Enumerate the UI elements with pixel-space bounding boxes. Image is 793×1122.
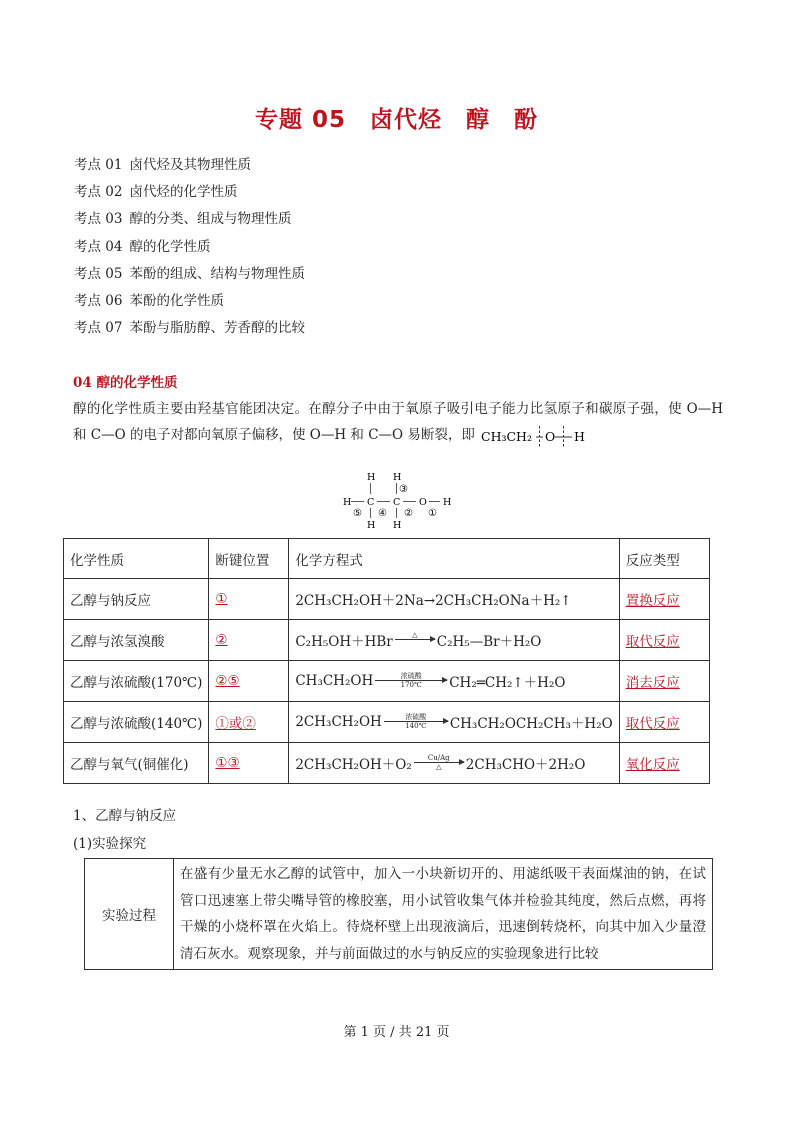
experiment-label: 实验过程 xyxy=(85,859,174,970)
arrow-condition-top: △ xyxy=(412,630,418,639)
table-row xyxy=(64,620,710,661)
topic-number: 考点 02 xyxy=(74,184,123,201)
bond-position: ② xyxy=(215,632,228,648)
table-row xyxy=(64,661,710,702)
topic-number: 考点 07 xyxy=(74,320,123,337)
reaction-arrow xyxy=(375,672,447,689)
atom-c: C xyxy=(393,497,401,508)
property-cell: 乙醇与浓氢溴酸 xyxy=(64,620,209,661)
property-cell: 乙醇与钠反应 xyxy=(64,579,209,620)
bond-mark-5: ⑤ xyxy=(353,508,362,519)
equation-reactants: CH₃CH₂OH xyxy=(295,673,374,689)
topic-number: 考点 01 xyxy=(74,157,123,173)
reaction-type: 取代反应 xyxy=(625,634,680,650)
page-footer: 第 1 页 / 共 21 页 xyxy=(343,1025,450,1040)
table-row xyxy=(64,579,710,620)
topic-item xyxy=(74,261,305,288)
topic-item xyxy=(74,234,305,261)
topic-number: 考点 04 xyxy=(74,238,123,255)
topic-item xyxy=(74,152,305,179)
header-cell: 化学方程式 xyxy=(289,539,619,579)
property-cell: 乙醇与氧气(铜催化) xyxy=(64,743,209,784)
equation-reactants: 2CH₃CH₂OH xyxy=(295,714,382,730)
bond-mark-3: ③ xyxy=(399,484,408,495)
topic-text: 卤代烃的化学性质 xyxy=(129,184,238,201)
topic-item xyxy=(74,315,305,342)
bond-position: ①③ xyxy=(215,755,240,771)
bond-mark-4: ④ xyxy=(378,508,387,519)
topic-item xyxy=(74,179,305,206)
arrow-condition-bottom: 170℃ xyxy=(400,680,422,689)
topic-list xyxy=(74,152,305,342)
header-cell: 反应类型 xyxy=(619,539,709,579)
reaction-arrow xyxy=(414,754,464,771)
ch3ch2-label: CH₃CH₂ xyxy=(481,428,533,444)
atom-h: H xyxy=(393,520,402,530)
topic-text: 苯酚的组成、结构与物理性质 xyxy=(129,265,305,282)
equation-cell xyxy=(289,702,619,743)
intro-text: 醇的化学性质主要由羟基官能团决定。在醇分子中由于氧原子吸引电子能力比氢原子和碳原子强，使 O—H 和 C—O 的电子对都向氧原子偏移，使 O—H 和 C—O 易断裂，即 xyxy=(73,401,723,443)
property-cell: 乙醇与浓硫酸(170℃) xyxy=(64,661,209,702)
bond-position: ②⑤ xyxy=(215,673,240,689)
topic-text: 醇的化学性质 xyxy=(129,238,211,255)
topic-text: 苯酚的化学性质 xyxy=(129,292,224,309)
atom-h: H xyxy=(393,472,402,483)
experiment-table xyxy=(84,858,713,970)
table-row xyxy=(64,702,710,743)
atom-c: C xyxy=(367,497,375,508)
reaction-type: 消去反应 xyxy=(625,675,680,691)
atom-h: H xyxy=(443,497,452,508)
experiment-text: 在盛有少量无水乙醇的试管中，加入一小块新切开的、用滤纸吸干表面煤油的钠，在试管口迅速塞上带尖嘴导管的橡胶塞，用小试管收集气体并检验其纯度，然后点燃，再将干燥的小烧杯罩在火焰上。待烧杯壁上出现液滴后，迅速倒转烧杯，向其中加入少量澄清石灰水。观察现象，并与前面做过的水与钠反应的实验现象进行比较 xyxy=(174,859,713,970)
table-row xyxy=(64,743,710,784)
header-cell: 断键位置 xyxy=(209,539,289,579)
topic-number: 考点 03 xyxy=(74,211,123,228)
equation-cell xyxy=(289,620,619,661)
equation-reactants: C₂H₅OH＋HBr xyxy=(295,634,393,650)
reaction-arrow xyxy=(395,631,435,648)
equation-text: 2CH₃CH₂OH＋2Na→2CH₃CH₂ONa＋H₂↑ xyxy=(295,593,572,609)
ethanol-structure-diagram xyxy=(336,466,466,530)
bond-mark-2: ② xyxy=(404,508,413,519)
equation-cell xyxy=(289,579,619,620)
reaction-arrow xyxy=(384,713,448,730)
atom-o: O xyxy=(419,497,427,508)
equation-products: C₂H₅—Br＋H₂O xyxy=(436,634,542,650)
subsection-title: 1、乙醇与钠反应 xyxy=(73,808,177,824)
topic-text: 醇的分类、组成与物理性质 xyxy=(129,211,292,228)
topic-item xyxy=(74,206,305,233)
oxygen-label: O xyxy=(545,428,556,444)
bond-position: ①或② xyxy=(215,716,256,732)
arrow-condition-top: Cu/Ag xyxy=(427,753,450,762)
equation-products: CH₃CH₂OCH₂CH₃＋H₂O xyxy=(449,716,613,732)
table-header-row xyxy=(64,539,710,579)
topic-text: 卤代烃及其物理性质 xyxy=(129,157,251,173)
bond-position: ① xyxy=(215,591,228,607)
ethanol-bond-fragment xyxy=(479,423,597,449)
hydrogen-label: H xyxy=(574,428,586,444)
equation-products: 2CH₃CHO＋2H₂O xyxy=(465,757,586,773)
arrow-condition-top: 浓硫酸 xyxy=(405,712,427,721)
reaction-type: 氧化反应 xyxy=(625,757,680,773)
arrow-condition-bottom: 140℃ xyxy=(405,721,427,730)
section-heading: 04 醇的化学性质 xyxy=(73,375,178,391)
table-row xyxy=(85,859,713,970)
atom-h: H xyxy=(343,497,352,508)
intro-paragraph xyxy=(73,396,723,449)
header-cell: 化学性质 xyxy=(64,539,209,579)
equation-cell xyxy=(289,743,619,784)
bond-mark-1: ① xyxy=(428,508,437,519)
ethanol-bond-diagram xyxy=(479,423,597,449)
atom-h: H xyxy=(367,472,376,483)
arrow-condition-top: 浓硫酸 xyxy=(400,671,422,680)
topic-number: 考点 06 xyxy=(74,292,123,309)
equation-reactants: 2CH₃CH₂OH＋O₂ xyxy=(295,757,412,773)
arrow-condition-bottom: △ xyxy=(436,762,442,771)
equation-cell xyxy=(289,661,619,702)
topic-number: 考点 05 xyxy=(74,265,123,282)
property-cell: 乙醇与浓硫酸(140℃) xyxy=(64,702,209,743)
atom-h: H xyxy=(367,520,376,530)
page-title: 专题 05 卤代烃 醇 酚 xyxy=(254,107,538,133)
equation-products: CH₂═CH₂↑＋H₂O xyxy=(449,675,566,691)
reaction-table xyxy=(63,538,710,784)
subsection-subtitle: (1)实验探究 xyxy=(73,836,147,852)
topic-item xyxy=(74,288,305,315)
reaction-type: 取代反应 xyxy=(625,716,680,732)
topic-text: 苯酚与脂肪醇、芳香醇的比较 xyxy=(129,320,305,337)
reaction-type: 置换反应 xyxy=(625,593,680,609)
